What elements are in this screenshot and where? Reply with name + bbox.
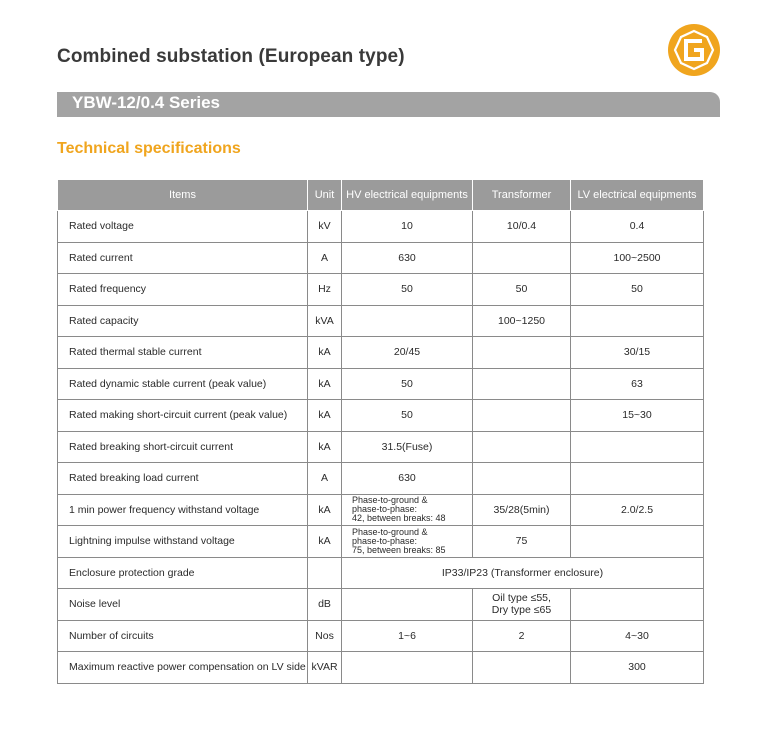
unit-cell: A [308,463,342,495]
unit-cell: Hz [308,274,342,306]
transformer-cell [473,400,571,432]
hv-cell [342,589,473,621]
hv-line: 75, between breaks: 85 [352,544,446,555]
table-row [58,589,704,621]
hv-cell: 50 [342,400,473,432]
spec-table [57,180,704,684]
unit-cell: kA [308,337,342,369]
hv-cell: 50 [342,274,473,306]
lv-cell [571,463,704,495]
page-title: Combined substation (European type) [57,46,405,67]
g-letter-octagon-logo-icon [668,24,720,76]
table-row [58,526,704,558]
item-cell: 1 min power frequency withstand voltage [58,494,308,526]
transformer-cell: 2 [473,620,571,652]
table-row [58,211,704,243]
item-cell: Maximum reactive power compensation on LV side [58,652,308,684]
table-row [58,337,704,369]
unit-cell: kA [308,526,342,558]
hv-cell [342,305,473,337]
transformer-cell [473,431,571,463]
table-row [58,305,704,337]
table-row [58,431,704,463]
item-cell: Noise level [58,589,308,621]
lv-cell: 300 [571,652,704,684]
transformer-cell [473,242,571,274]
item-cell: Rated frequency [58,274,308,306]
hv-line: Phase-to-ground & [352,526,428,537]
unit-cell: kA [308,368,342,400]
hv-cell [342,652,473,684]
unit-cell: kA [308,400,342,432]
hv-cell: 31.5(Fuse) [342,431,473,463]
hv-cell: 10 [342,211,473,243]
hv-line: Phase-to-ground & [352,495,428,506]
lv-cell: 63 [571,368,704,400]
unit-cell: kA [308,431,342,463]
hv-cell: 50 [342,368,473,400]
hv-cell: 630 [342,242,473,274]
transformer-cell [473,368,571,400]
item-cell: Rated capacity [58,305,308,337]
hv-line: phase-to-phase: [352,504,418,515]
table-row [58,242,704,274]
table-row [58,652,704,684]
hv-line: 42, between breaks: 48 [352,513,446,524]
header-hv: HV electrical equipments [342,180,473,211]
item-cell: Rated dynamic stable current (peak value) [58,368,308,400]
transformer-cell [473,337,571,369]
unit-cell: kVAR [308,652,342,684]
item-cell: Rated breaking short-circuit current [58,431,308,463]
table-row [58,557,704,589]
item-cell: Number of circuits [58,620,308,652]
table-row [58,620,704,652]
transformer-cell: 100~1250 [473,305,571,337]
item-cell: Enclosure protection grade [58,557,308,589]
lv-cell: 15~30 [571,400,704,432]
lv-cell: 0.4 [571,211,704,243]
header-lv: LV electrical equipments [571,180,704,211]
transformer-cell: 75 [473,526,571,558]
merged-value-cell: IP33/IP23 (Transformer enclosure) [342,557,704,589]
transformer-cell: 35/28(5min) [473,494,571,526]
transformer-cell: 10/0.4 [473,211,571,243]
unit-cell: A [308,242,342,274]
item-cell: Rated voltage [58,211,308,243]
section-title: Technical specifications [57,140,241,157]
series-banner [57,92,720,117]
header-items: Items [58,180,308,211]
unit-cell: Nos [308,620,342,652]
unit-cell: kVA [308,305,342,337]
table-header-row [58,180,704,211]
series-label: YBW-12/0.4 Series [72,93,221,112]
item-cell: Rated breaking load current [58,463,308,495]
unit-cell: dB [308,589,342,621]
lv-cell: 100~2500 [571,242,704,274]
hv-cell: 630 [342,463,473,495]
item-cell: Lightning impulse withstand voltage [58,526,308,558]
item-cell: Rated current [58,242,308,274]
transformer-cell [473,463,571,495]
table-row [58,400,704,432]
transformer-cell: 50 [473,274,571,306]
hv-cell: 20/45 [342,337,473,369]
lv-cell [571,431,704,463]
transformer-cell [473,589,571,621]
table-row [58,494,704,526]
table-row [58,463,704,495]
unit-cell: kV [308,211,342,243]
table-row [58,368,704,400]
header-unit: Unit [308,180,342,211]
lv-cell [571,526,704,558]
lv-cell: 30/15 [571,337,704,369]
hv-cell [342,494,473,526]
unit-cell [308,557,342,589]
lv-cell [571,305,704,337]
hv-line: phase-to-phase: [352,535,418,546]
lv-cell [571,589,704,621]
lv-cell: 4~30 [571,620,704,652]
hv-cell: 1~6 [342,620,473,652]
hv-cell [342,526,473,558]
item-cell: Rated making short-circuit current (peak value) [58,400,308,432]
transformer-line: Oil type ≤55, [492,592,551,605]
item-cell: Rated thermal stable current [58,337,308,369]
table-row [58,274,704,306]
transformer-cell [473,652,571,684]
unit-cell: kA [308,494,342,526]
lv-cell: 2.0/2.5 [571,494,704,526]
header-transformer: Transformer [473,180,571,211]
lv-cell: 50 [571,274,704,306]
transformer-line: Dry type ≤65 [491,604,552,617]
